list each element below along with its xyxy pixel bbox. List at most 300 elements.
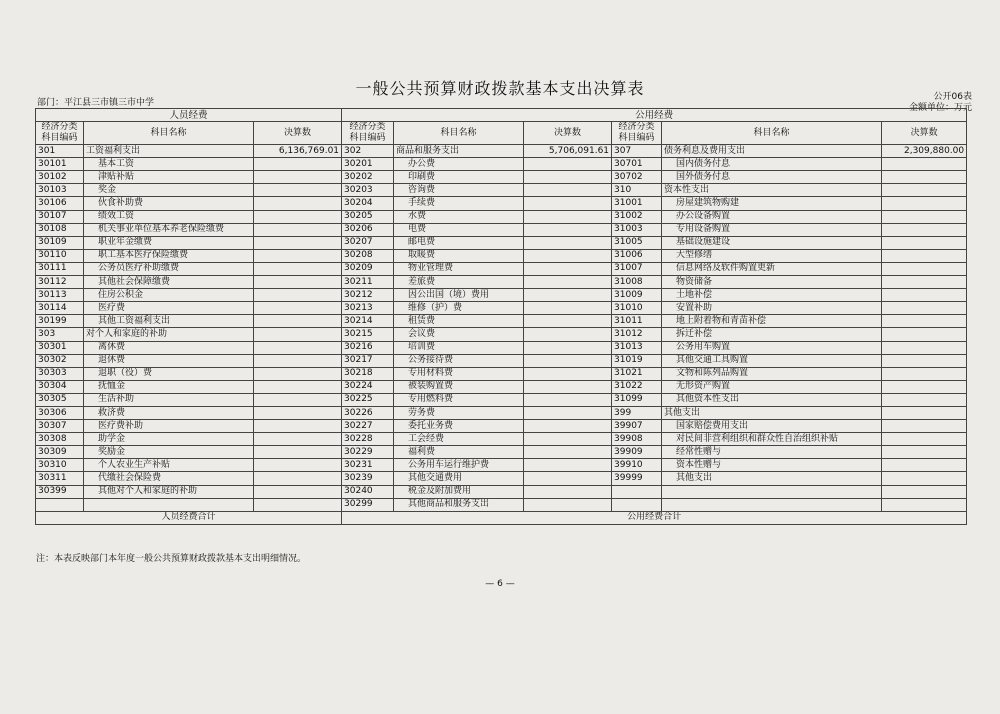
amount-cell xyxy=(524,249,612,262)
total-personnel-label: 人员经费合计 xyxy=(36,511,342,524)
item-name-cell: 印刷费 xyxy=(394,171,524,184)
table-row xyxy=(36,459,967,472)
amount-cell xyxy=(254,472,342,485)
table-row xyxy=(36,289,967,302)
code-cell: 39910 xyxy=(612,459,662,472)
amount-cell xyxy=(524,289,612,302)
item-name-cell: 其他支出 xyxy=(662,472,882,485)
amount-cell xyxy=(882,184,967,197)
item-name-cell: 办公费 xyxy=(394,158,524,171)
amount-cell xyxy=(254,459,342,472)
code-cell: 30225 xyxy=(342,393,394,406)
item-name-cell: 被装购置费 xyxy=(394,380,524,393)
table-row xyxy=(36,341,967,354)
amount-cell xyxy=(882,276,967,289)
amount-cell xyxy=(524,393,612,406)
amount-cell xyxy=(882,393,967,406)
code-cell: 30204 xyxy=(342,197,394,210)
code-cell: 30228 xyxy=(342,433,394,446)
amount-cell xyxy=(254,367,342,380)
amount-cell xyxy=(254,210,342,223)
table-row xyxy=(36,262,967,275)
code-cell xyxy=(612,485,662,498)
item-name-cell: 退职（役）费 xyxy=(84,367,254,380)
group-personnel: 人员经费 xyxy=(36,109,342,122)
item-name-cell: 土地补偿 xyxy=(662,289,882,302)
amount-cell xyxy=(882,302,967,315)
table-row xyxy=(36,210,967,223)
code-cell: 30201 xyxy=(342,158,394,171)
item-name-cell: 文物和陈列品购置 xyxy=(662,367,882,380)
table-row xyxy=(36,420,967,433)
code-cell: 30306 xyxy=(36,406,84,419)
amount-cell xyxy=(524,276,612,289)
item-name-cell: 国内债务付息 xyxy=(662,158,882,171)
code-cell: 39907 xyxy=(612,420,662,433)
item-name-cell: 对民间非营利组织和群众性自治组织补贴 xyxy=(662,433,882,446)
item-name-cell: 拆迁补偿 xyxy=(662,328,882,341)
amount-cell: 5,706,091.61 xyxy=(524,145,612,158)
item-name-cell: 职工基本医疗保险缴费 xyxy=(84,249,254,262)
code-cell: 302 xyxy=(342,145,394,158)
item-name-cell: 物业管理费 xyxy=(394,262,524,275)
table-row xyxy=(36,328,967,341)
amount-cell xyxy=(254,302,342,315)
item-name-cell: 其他对个人和家庭的补助 xyxy=(84,485,254,498)
code-cell: 31022 xyxy=(612,380,662,393)
code-cell: 30207 xyxy=(342,236,394,249)
amount-cell xyxy=(254,158,342,171)
code-cell: 30218 xyxy=(342,367,394,380)
item-name-cell xyxy=(662,498,882,511)
amount-cell xyxy=(254,498,342,511)
code-cell: 31007 xyxy=(612,262,662,275)
amount-cell xyxy=(882,158,967,171)
amount-cell xyxy=(524,328,612,341)
amount-cell xyxy=(524,341,612,354)
item-name-cell: 生活补助 xyxy=(84,393,254,406)
table-row xyxy=(36,367,967,380)
col-header-name: 科目名称 xyxy=(662,122,882,145)
amount-cell xyxy=(524,197,612,210)
amount-cell xyxy=(524,210,612,223)
col-header-code: 经济分类 科目编码 xyxy=(342,122,394,145)
code-cell: 30304 xyxy=(36,380,84,393)
item-name-cell: 其他资本性支出 xyxy=(662,393,882,406)
code-cell: 30299 xyxy=(342,498,394,511)
amount-cell xyxy=(524,223,612,236)
item-name-cell: 工会经费 xyxy=(394,433,524,446)
code-cell: 31013 xyxy=(612,341,662,354)
code-cell: 30114 xyxy=(36,302,84,315)
item-name-cell: 差旅费 xyxy=(394,276,524,289)
amount-cell xyxy=(524,315,612,328)
code-cell: 30206 xyxy=(342,223,394,236)
code-cell: 31019 xyxy=(612,354,662,367)
code-cell: 30305 xyxy=(36,393,84,406)
item-name-cell: 无形资产购置 xyxy=(662,380,882,393)
item-name-cell: 退休费 xyxy=(84,354,254,367)
item-name-cell: 抚恤金 xyxy=(84,380,254,393)
item-name-cell: 手续费 xyxy=(394,197,524,210)
table-row xyxy=(36,354,967,367)
item-name-cell: 资本性赠与 xyxy=(662,459,882,472)
amount-cell xyxy=(254,420,342,433)
code-cell: 31006 xyxy=(612,249,662,262)
table-row xyxy=(36,197,967,210)
table-row xyxy=(36,145,967,158)
code-cell: 31001 xyxy=(612,197,662,210)
item-name-cell: 因公出国（境）费用 xyxy=(394,289,524,302)
amount-cell xyxy=(254,276,342,289)
item-name-cell: 其他商品和服务支出 xyxy=(394,498,524,511)
code-cell: 30217 xyxy=(342,354,394,367)
amount-cell xyxy=(254,354,342,367)
code-cell: 30211 xyxy=(342,276,394,289)
amount-cell xyxy=(524,184,612,197)
amount-cell xyxy=(882,171,967,184)
item-name-cell: 医疗费补助 xyxy=(84,420,254,433)
table-row xyxy=(36,236,967,249)
code-cell: 30213 xyxy=(342,302,394,315)
amount-cell xyxy=(524,380,612,393)
item-name-cell: 伙食补助费 xyxy=(84,197,254,210)
total-public-label: 公用经费合计 xyxy=(342,511,967,524)
item-name-cell: 信息网络及软件购置更新 xyxy=(662,262,882,275)
code-cell: 30701 xyxy=(612,158,662,171)
amount-cell: 6,136,769.01 xyxy=(254,145,342,158)
amount-cell xyxy=(882,406,967,419)
amount-cell xyxy=(882,433,967,446)
code-cell: 30203 xyxy=(342,184,394,197)
unit-label: 金额单位：万元 xyxy=(908,103,972,113)
amount-cell xyxy=(254,223,342,236)
code-cell: 30231 xyxy=(342,459,394,472)
item-name-cell: 国家赔偿费用支出 xyxy=(662,420,882,433)
amount-cell xyxy=(882,262,967,275)
col-header-code: 经济分类 科目编码 xyxy=(36,122,84,145)
table-row xyxy=(36,446,967,459)
amount-cell xyxy=(254,184,342,197)
item-name-cell: 奖金 xyxy=(84,184,254,197)
amount-cell xyxy=(254,341,342,354)
code-cell: 30308 xyxy=(36,433,84,446)
col-header-name: 科目名称 xyxy=(84,122,254,145)
item-name-cell: 专用材料费 xyxy=(394,367,524,380)
expenditure-table xyxy=(35,108,967,525)
amount-cell xyxy=(882,472,967,485)
table-row xyxy=(36,406,967,419)
item-name-cell: 房屋建筑物购建 xyxy=(662,197,882,210)
group-header-row xyxy=(36,109,967,122)
form-number: 公开06表 xyxy=(933,92,972,102)
amount-cell xyxy=(882,236,967,249)
group-public: 公用经费 xyxy=(342,109,967,122)
code-cell: 30102 xyxy=(36,171,84,184)
amount-cell xyxy=(254,197,342,210)
code-cell: 31005 xyxy=(612,236,662,249)
table-row xyxy=(36,380,967,393)
code-cell: 30240 xyxy=(342,485,394,498)
code-cell: 31008 xyxy=(612,276,662,289)
item-name-cell: 住房公积金 xyxy=(84,289,254,302)
table-row xyxy=(36,393,967,406)
code-cell: 30111 xyxy=(36,262,84,275)
item-name-cell: 水费 xyxy=(394,210,524,223)
amount-cell xyxy=(882,223,967,236)
table-body xyxy=(36,109,967,525)
amount-cell xyxy=(254,433,342,446)
item-name-cell: 其他工资福利支出 xyxy=(84,315,254,328)
amount-cell xyxy=(882,328,967,341)
code-cell: 30106 xyxy=(36,197,84,210)
item-name-cell: 物资储备 xyxy=(662,276,882,289)
item-name-cell: 维修（护）费 xyxy=(394,302,524,315)
amount-cell xyxy=(524,354,612,367)
code-cell: 30399 xyxy=(36,485,84,498)
item-name-cell: 救济费 xyxy=(84,406,254,419)
col-header-amount: 决算数 xyxy=(254,122,342,145)
code-cell: 30702 xyxy=(612,171,662,184)
code-cell: 307 xyxy=(612,145,662,158)
item-name-cell: 咨询费 xyxy=(394,184,524,197)
amount-cell xyxy=(882,380,967,393)
item-name-cell xyxy=(84,498,254,511)
item-name-cell: 取暖费 xyxy=(394,249,524,262)
item-name-cell: 专用设备购置 xyxy=(662,223,882,236)
table-row xyxy=(36,184,967,197)
amount-cell xyxy=(882,249,967,262)
code-cell: 39908 xyxy=(612,433,662,446)
item-name-cell: 福利费 xyxy=(394,446,524,459)
item-name-cell: 基本工资 xyxy=(84,158,254,171)
table-row xyxy=(36,472,967,485)
amount-cell xyxy=(254,171,342,184)
item-name-cell: 邮电费 xyxy=(394,236,524,249)
item-name-cell: 绩效工资 xyxy=(84,210,254,223)
item-name-cell: 地上附着物和青苗补偿 xyxy=(662,315,882,328)
table-row xyxy=(36,223,967,236)
amount-cell xyxy=(254,485,342,498)
code-cell: 30229 xyxy=(342,446,394,459)
item-name-cell: 办公设备购置 xyxy=(662,210,882,223)
table-row xyxy=(36,302,967,315)
amount-cell xyxy=(254,236,342,249)
amount-cell xyxy=(254,262,342,275)
code-cell: 39909 xyxy=(612,446,662,459)
table-row xyxy=(36,315,967,328)
item-name-cell: 商品和服务支出 xyxy=(394,145,524,158)
code-cell: 30215 xyxy=(342,328,394,341)
code-cell: 30301 xyxy=(36,341,84,354)
code-cell: 31003 xyxy=(612,223,662,236)
page-title: 一般公共预算财政拨款基本支出决算表 xyxy=(355,79,645,98)
item-name-cell: 债务利息及费用支出 xyxy=(662,145,882,158)
amount-cell xyxy=(882,485,967,498)
item-name-cell: 其他支出 xyxy=(662,406,882,419)
item-name-cell: 公务员医疗补助缴费 xyxy=(84,262,254,275)
code-cell: 31012 xyxy=(612,328,662,341)
col-header-name: 科目名称 xyxy=(394,122,524,145)
item-name-cell xyxy=(662,485,882,498)
code-cell: 399 xyxy=(612,406,662,419)
code-cell: 30107 xyxy=(36,210,84,223)
code-cell: 30113 xyxy=(36,289,84,302)
item-name-cell: 租赁费 xyxy=(394,315,524,328)
table-row xyxy=(36,171,967,184)
amount-cell xyxy=(882,367,967,380)
code-cell: 30216 xyxy=(342,341,394,354)
amount-cell xyxy=(882,446,967,459)
table-row xyxy=(36,498,967,511)
amount-cell xyxy=(882,289,967,302)
item-name-cell: 代缴社会保险费 xyxy=(84,472,254,485)
item-name-cell: 经常性赠与 xyxy=(662,446,882,459)
page-number: — 6 — xyxy=(485,579,515,589)
table-row xyxy=(36,433,967,446)
item-name-cell: 大型修缮 xyxy=(662,249,882,262)
col-header-amount: 决算数 xyxy=(524,122,612,145)
code-cell: 30239 xyxy=(342,472,394,485)
column-header-row xyxy=(36,122,967,145)
amount-cell xyxy=(882,354,967,367)
amount-cell xyxy=(254,315,342,328)
code-cell: 30103 xyxy=(36,184,84,197)
amount-cell xyxy=(254,406,342,419)
item-name-cell: 津贴补贴 xyxy=(84,171,254,184)
amount-cell xyxy=(882,420,967,433)
amount-cell xyxy=(882,210,967,223)
code-cell: 30310 xyxy=(36,459,84,472)
amount-cell xyxy=(524,420,612,433)
code-cell: 30101 xyxy=(36,158,84,171)
item-name-cell: 资本性支出 xyxy=(662,184,882,197)
amount-cell xyxy=(254,380,342,393)
code-cell: 30309 xyxy=(36,446,84,459)
amount-cell xyxy=(882,341,967,354)
code-cell: 31010 xyxy=(612,302,662,315)
code-cell xyxy=(36,498,84,511)
col-header-code: 经济分类 科目编码 xyxy=(612,122,662,145)
item-name-cell: 公务接待费 xyxy=(394,354,524,367)
item-name-cell: 其他社会保障缴费 xyxy=(84,276,254,289)
item-name-cell: 其他交通工具购置 xyxy=(662,354,882,367)
code-cell: 31011 xyxy=(612,315,662,328)
amount-cell xyxy=(524,262,612,275)
item-name-cell: 税金及附加费用 xyxy=(394,485,524,498)
code-cell: 30226 xyxy=(342,406,394,419)
item-name-cell: 专用燃料费 xyxy=(394,393,524,406)
item-name-cell: 公务用车购置 xyxy=(662,341,882,354)
item-name-cell: 其他交通费用 xyxy=(394,472,524,485)
footnote: 注：本表反映部门本年度一般公共预算财政拨款基本支出明细情况。 xyxy=(36,554,307,564)
code-cell: 31021 xyxy=(612,367,662,380)
table-row xyxy=(36,485,967,498)
code-cell: 31002 xyxy=(612,210,662,223)
amount-cell xyxy=(254,446,342,459)
item-name-cell: 奖励金 xyxy=(84,446,254,459)
code-cell: 30212 xyxy=(342,289,394,302)
code-cell: 30208 xyxy=(342,249,394,262)
amount-cell xyxy=(524,367,612,380)
code-cell: 30227 xyxy=(342,420,394,433)
item-name-cell: 国外债务付息 xyxy=(662,171,882,184)
table-row xyxy=(36,249,967,262)
item-name-cell: 医疗费 xyxy=(84,302,254,315)
code-cell: 30303 xyxy=(36,367,84,380)
item-name-cell: 职业年金缴费 xyxy=(84,236,254,249)
code-cell: 30224 xyxy=(342,380,394,393)
item-name-cell: 培训费 xyxy=(394,341,524,354)
amount-cell: 2,309,880.00 xyxy=(882,145,967,158)
amount-cell xyxy=(524,171,612,184)
item-name-cell: 公务用车运行维护费 xyxy=(394,459,524,472)
item-name-cell: 机关事业单位基本养老保险缴费 xyxy=(84,223,254,236)
item-name-cell: 安置补助 xyxy=(662,302,882,315)
code-cell: 30109 xyxy=(36,236,84,249)
amount-cell xyxy=(524,472,612,485)
code-cell: 301 xyxy=(36,145,84,158)
code-cell: 30302 xyxy=(36,354,84,367)
code-cell: 30108 xyxy=(36,223,84,236)
totals-row xyxy=(36,511,967,524)
code-cell: 39999 xyxy=(612,472,662,485)
department-label: 部门：平江县三市镇三市中学 xyxy=(37,98,155,108)
code-cell: 30307 xyxy=(36,420,84,433)
amount-cell xyxy=(882,459,967,472)
amount-cell xyxy=(524,302,612,315)
amount-cell xyxy=(524,158,612,171)
item-name-cell: 个人农业生产补贴 xyxy=(84,459,254,472)
amount-cell xyxy=(882,315,967,328)
item-name-cell: 电费 xyxy=(394,223,524,236)
code-cell: 30202 xyxy=(342,171,394,184)
amount-cell xyxy=(254,289,342,302)
table-row xyxy=(36,276,967,289)
amount-cell xyxy=(254,249,342,262)
item-name-cell: 基础设施建设 xyxy=(662,236,882,249)
code-cell: 30205 xyxy=(342,210,394,223)
item-name-cell: 对个人和家庭的补助 xyxy=(84,328,254,341)
amount-cell xyxy=(524,406,612,419)
amount-cell xyxy=(882,197,967,210)
amount-cell xyxy=(254,393,342,406)
amount-cell xyxy=(524,498,612,511)
code-cell: 30199 xyxy=(36,315,84,328)
code-cell: 30214 xyxy=(342,315,394,328)
code-cell xyxy=(612,498,662,511)
amount-cell xyxy=(524,433,612,446)
amount-cell xyxy=(524,485,612,498)
item-name-cell: 助学金 xyxy=(84,433,254,446)
code-cell: 30209 xyxy=(342,262,394,275)
col-header-amount: 决算数 xyxy=(882,122,967,145)
amount-cell xyxy=(524,446,612,459)
item-name-cell: 工资福利支出 xyxy=(84,145,254,158)
code-cell: 310 xyxy=(612,184,662,197)
amount-cell xyxy=(882,498,967,511)
code-cell: 303 xyxy=(36,328,84,341)
item-name-cell: 离休费 xyxy=(84,341,254,354)
item-name-cell: 劳务费 xyxy=(394,406,524,419)
table-row xyxy=(36,158,967,171)
item-name-cell: 会议费 xyxy=(394,328,524,341)
amount-cell xyxy=(254,328,342,341)
code-cell: 30110 xyxy=(36,249,84,262)
item-name-cell: 委托业务费 xyxy=(394,420,524,433)
amount-cell xyxy=(524,459,612,472)
code-cell: 31099 xyxy=(612,393,662,406)
